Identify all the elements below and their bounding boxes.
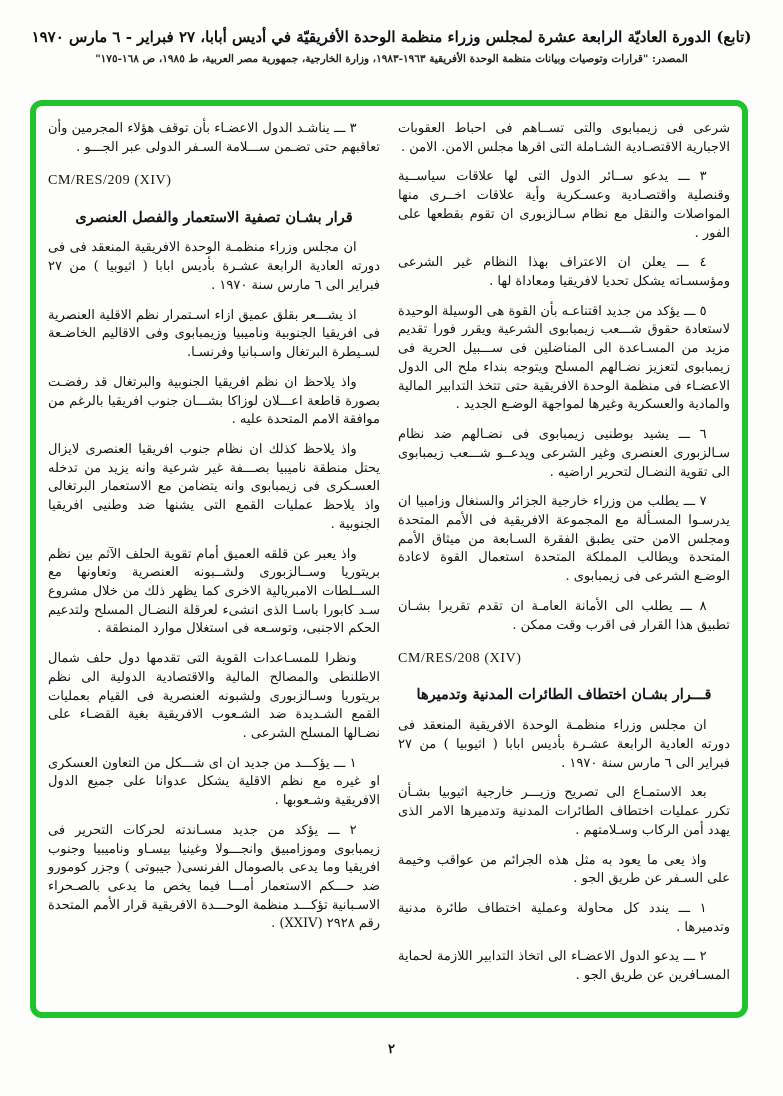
res209-preamble-6: ونظرا للمسـاعدات القوية التى تقدمها دول حلف شمال الاطلنطى والمصالح المالية والاقتصادية الدولية الى نظم بريتوريا وسـالزبورى ولشبونه العنصرية فى القيام بعمليات القمع الشـديدة ضد الشـعوب الافريقية بغية القضـاء على نضـالها المسلح الشرعى . [48, 651, 380, 741]
resolution-item-8: ٨ ـــ يطلب الى الأمانة العامـة ان تقدم تقريرا بشـان تطبيق هذا القرار فى اقرب وقت ممكن . [398, 598, 730, 633]
resolution-item-3: ٣ ـــ يدعو ســائر الدول التى لها علاقات سياســية وقنصلية واقتصـادية وعسـكرية وأية علاقات اخــرى منها المواصلات والنقل مع نظام سـالزبورى ان تقوم بقطعها على الفور . [398, 169, 730, 241]
res209-item-1: ١ ـــ يؤكـــد من جديد ان اى شـــكل من التعاون العسكرى او غيره مع نظم الاقلية يشكل عدوانا على جميع الدول الافريقية وشـعوبها . [48, 755, 380, 809]
resolution-title-208: قـــرار بشـان اختطاف الطائرات المدنية وتدميرها [416, 686, 712, 704]
res209-item-2: ٢ ـــ يؤكد من جديد مسـاندته لحركات التحرير فى زيمبابوى وموزامبيق وانجـــولا وغينيا بيسـاو وناميبيا وجنوب افريقيا وما يدعى بالصومال الفرنسى( جيبوتى ) وجزر كومورو ضد حـــكم الاستعمار أمـــا فيما يخص ما يدعى بالصـحراء الاسـبانية تؤكـــد منظمة الوحـــدة الافريقية قرار الأمم المتحدة رقم ٢٩٢٨ (XXIV) . [48, 822, 380, 932]
res209-preamble-1: ان مجلس وزراء منظمـة الوحدة الافريقية المنعقد فى فى دورته العادية الرابعة عشـرة بأديس ابابا ( اثيوبيا ) من ٢٧ فبراير الى ٦ مارس سنة ١٩٧٠ . [48, 240, 380, 293]
page-header [0, 0, 783, 65]
source-citation: المصدر: "قرارات وتوصيات وبيانات منظمة الوحدة الأفريقية ١٩٦٣-١٩٨٣، وزارة الخارجية، جمهورية مصر العربية، ط ١٩٨٥، ص ١٦٨-١٧٥" [95, 53, 688, 65]
res209-preamble-4: واذ يلاحظ كذلك ان نظام جنوب افريقيا العنصرى لايزال يحتل منطقة ناميبيا بصـــفة غير شرعية وانه يزيد من تدخله العسـكرى فى زيمبابوى وانه يتضامن مع الاستعمار البرتغالى واذ يلاحظ عمليات القمع التى يشنها ضد وطنيى افريقيا الجنوبية . [48, 441, 380, 532]
res208-item-3: ٣ ـــ يناشـد الدول الاعضـاء بأن توقف هؤلاء المجرمين وأن تعاقبهم حتى تضـمن ســـلامة السـفر الدولى عبر الجـــو . [48, 121, 380, 155]
res208-item-1: ١ ـــ يندد كل محاولة وعملية اختطاف طائرة مدنية وتدميرها . [398, 901, 730, 935]
page-number: ٢ [388, 1042, 395, 1057]
resolution-item-6: ٦ ـــ يشيد بوطنيى زيمبابوى فى نضـالهم ضد نظام سـالزبورى العنصرى وغير الشرعى ويدعــو شـــعب زيمبابوى الى تقوية النضـال لتحرير اراضيه . [398, 427, 730, 480]
res208-preamble-2: بعد الاستمـاع الى تصريح وزيـــر خارجية اثيوبيا بشـأن تكرر عمليات اختطاف الطائرات المدنية وتدميرها الامر الذى يهدد أمن الركاب وسـلامتهم . [398, 785, 730, 838]
resolution-item-7: ٧ ـــ يطلب من وزراء خارجية الجزائر والسنغال وزامبيا ان يدرسـوا المسـألة مع المجموعة الافريقية فى الأمم المتحدة ومجلس الامن حتى يطبق الفقرة السـابعة من ميثاق الأمم المتحدة ويطالب المملكة المتحدة استعمال القوة لاعادة الوضـع الشرعى فى زيمبابوى . [398, 494, 730, 585]
res208-preamble-1: ان مجلس وزراء منظمـة الوحدة الافريقية المنعقد فى دورته العادية الرابعة عشـرة بأديس ابابا ( اثيوبيا ) من ٢٧ فبراير الى ٦ مارس سنة ١٩٧٠ . [398, 718, 730, 771]
resolution-code-209: CM/RES/209 (XIV) [48, 173, 172, 189]
res208-preamble-3: واذ يعى ما يعود به مثل هذه الجرائم من عواقب وخيمة على السـفر عن طريق الجو . [398, 852, 730, 887]
resolution-item-4: ٤ ـــ يعلن ان الاعتراف بهذا النظام غير الشرعى ومؤسسـاته يشكل تحديا لافريقيا ومعاداة لها . [398, 255, 730, 290]
paragraph-continuation: شرعى فى زيمبابوى والتى تســاهم فى احباط العقوبات الاجبارية الاقتصـادية الشـاملة التى اقرها مجلس الامن. الامن . [398, 121, 730, 155]
res209-preamble-5: واذ يعبر عن قلقه العميق أمام تقوية الحلف الآثم بين نظم بريتوريا وســالزبورى ولشــبونه العنصرية وتعاونها مع الســلطات الامبريالية الاخرى كما يظهر ذلك من خلال مشروع سـد كابورا باسـا الذى انشىء لعرقلة النضـال المسلح ولتدعيم الحكم الاجنبى، وتوسـعه فى استغلال موارد المنطقة . [48, 546, 380, 637]
res208-item-2: ٢ ـــ يدعو الدول الاعضـاء الى اتخاذ التدابير اللازمة لحماية المسـافرين عن طريق الجو . [398, 949, 730, 984]
resolution-item-5: ٥ ـــ يؤكد من جديد اقتناعـه بأن القوة هى الوسيلة الوحيدة لاستعادة حقوق شـــعب زيمبابوى الشرعية ويقرر فورا تقديم مزيد من المسـاعدة الى المناضلين فى ســـبيل الحرية فى زيمبابوى لتعزيز نضـالهم المسلح ويتوجه بنداء ملح الى الدول الاعضـاء فى منظمة الوحدة الافريقية حتى تتخذ التدابير المالية والمادية والعسكرية وغيرها لمواجهة الوضـع الجديد . [398, 303, 730, 413]
column-left [48, 120, 380, 1002]
session-title: (تابع) الدورة العاديّة الرابعة عشرة لمجلس وزراء منظمة الوحدة الأفريقيّة في أديس أبابا، ٢٧ فبراير - ٦ مارس ١٩٧٠ [31, 28, 752, 46]
res209-preamble-2: اذ يشـــعر بقلق عميق ازاء اسـتمرار نظم الاقلية العنصرية فى افريقيا الجنوبية وناميبيا وزيمبابوى وفى الاقاليم الخاضـعة لسـيطرة البرتغال واسـبانيا وفرنسـا. [48, 307, 380, 361]
two-column-layout [48, 120, 730, 1002]
res209-preamble-3: واذ يلاحظ ان نظم افريقيا الجنوبية والبرتغال قد رفضـت بصورة قاطعة اعـــلان لوزاكا بشـــان جنوب افريقيا بالرغم من موافقة الامم المتحدة عليه . [48, 374, 380, 428]
green-border-frame [30, 100, 748, 1018]
resolution-code-208: CM/RES/208 (XIV) [398, 651, 522, 667]
resolution-title-209: قرار بشـان تصفية الاستعمار والفصل العنصرى [75, 208, 353, 226]
column-right [398, 120, 730, 1002]
